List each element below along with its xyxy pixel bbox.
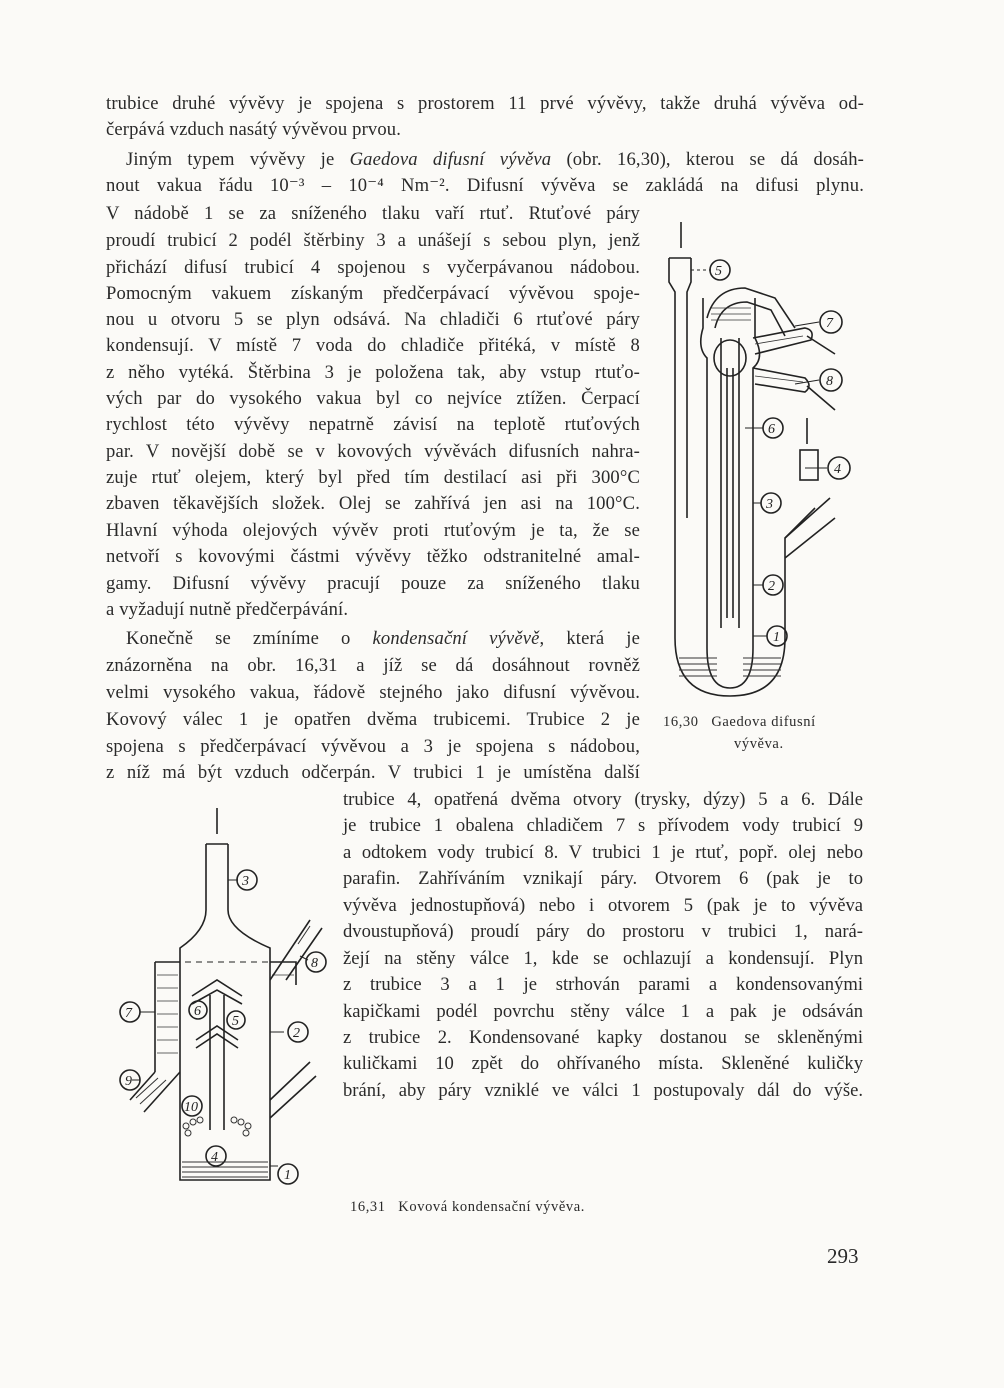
text-line: vých par do vysokého vakua byl co nejvíce ztížen. Čerpací xyxy=(106,388,640,409)
text-line: je trubice 1 obalena chladičem 7 s přívodem vody trubicí 9 xyxy=(343,815,863,836)
text-line: parafin. Zahříváním vznikají páry. Otvorem 6 (pak je to xyxy=(343,868,863,889)
text-line: gamy. Difusní vývěvy pracují pouze za sníženého tlaku xyxy=(106,573,640,594)
text-line: Jiným typem vývěvy je Gaedova difusní vývěva (obr. 16,30), kterou se dá dosáh- xyxy=(126,149,865,170)
text-line: dvoustupňová) proudí páry do prostoru v trubici 1, nará- xyxy=(343,921,863,942)
label-4: 4 xyxy=(211,1150,218,1165)
figure-caption: 16,30 Gaedova difusní xyxy=(663,714,816,730)
label-5: 5 xyxy=(715,264,722,279)
label-7: 7 xyxy=(125,1006,132,1021)
text-line: z trubice 2. Kondensované kapky dostanou se skleněnými xyxy=(343,1027,863,1048)
label-8: 8 xyxy=(311,956,318,971)
label-2: 2 xyxy=(293,1026,300,1041)
text-line: velmi vysokého vakua, řádově stejného jako difusní vývěvou. xyxy=(106,682,640,703)
term-kondensacni: kondensační vývěvě xyxy=(372,628,540,649)
label-1: 1 xyxy=(773,630,780,645)
text-line: a odtokem vody trubicí 8. V trubici 1 je rtuť, popř. olej nebo xyxy=(343,842,863,863)
figure-caption-line2: vývěva. xyxy=(734,736,784,752)
text-line: Pomocným vakuem získaným předčerpávací vývěvou spoje- xyxy=(106,283,640,304)
label-3: 3 xyxy=(242,874,249,889)
text-line: přichází difusí trubicí 4 spojenou s vyčerpávanou nádobou. xyxy=(106,257,640,278)
text-line: znázorněna na obr. 16,31 a jíž se dá dosáhnout rovněž xyxy=(106,655,640,676)
term-gaede: Gaedova difusní vývěva xyxy=(349,149,552,170)
label-2: 2 xyxy=(768,579,775,594)
text-line: vývěva jednostupňová) nebo i otvorem 5 (pak je to vývěva xyxy=(343,895,863,916)
label-3: 3 xyxy=(766,497,773,512)
label-8: 8 xyxy=(826,374,833,389)
text-line: čerpává vzduch nasátý vývěvou prvou. xyxy=(106,119,402,140)
text-line: Kovový válec 1 je opatřen dvěma trubicemi. Trubice 2 je xyxy=(106,709,640,730)
text-line: par. V novější době se v kovových vývěvách difusních nahra- xyxy=(106,441,640,462)
condensation-pump-diagram xyxy=(110,800,335,1205)
text-line: trubice 4, opatřená dvěma otvory (trysky, dýzy) 5 a 6. Dále xyxy=(343,789,863,810)
text-line: nout vakua řádu 10⁻³ – 10⁻⁴ Nm⁻². Difusní vývěva se zakládá na difusi plynu. xyxy=(106,175,864,196)
label-6: 6 xyxy=(194,1004,201,1019)
figure-caption: 16,31 Kovová kondensační vývěva. xyxy=(350,1199,586,1215)
text-line: žejí na stěny válce 1, kde se ochlazují a kondensují. Plyn xyxy=(343,948,863,969)
text-line: kondensují. V místě 7 voda do chladiče přitéká, v místě 8 xyxy=(106,335,640,356)
label-7: 7 xyxy=(826,316,833,331)
text-line: netvoří s kovovými částmi vývěvy těžko odstranitelné amal- xyxy=(106,546,640,567)
text-line: trubice druhé vývěvy je spojena s prostorem 11 prvé vývěvy, takže druhá vývěva od- xyxy=(106,93,864,114)
text-line: nou u otvoru 5 se plyn odsává. Na chladiči 6 rtuťové páry xyxy=(106,309,640,330)
text-line: V nádobě 1 se za sníženého tlaku vaří rtuť. Rtuťové páry xyxy=(106,203,640,224)
text-line: rychlost této vývěvy nepatrně závisí na teplotě rtuťových xyxy=(106,414,640,435)
text-line: Hlavní výhoda olejových vývěv proti rtuťovým je ta, že se xyxy=(106,520,640,541)
text-line: kuličkami 10 zpět do ohřívaného místa. Skleněné kuličky xyxy=(343,1053,863,1074)
text-line: spojena s předčerpávací vývěvou a 3 je spojena s nádobou, xyxy=(106,736,640,757)
text-line: proudí trubicí 2 podél štěrbiny 3 a unášejí s sebou plyn, jenž xyxy=(106,230,640,251)
text-line: zuje rtuť olejem, který byl před tím destilací asi při 300°C xyxy=(106,467,640,488)
text-line: z něho vytéká. Štěrbina 3 je položena tak, aby vstup rtuťo- xyxy=(106,362,640,383)
text-line: brání, aby páry vzniklé ve válci 1 postupovaly dál do výše. xyxy=(343,1080,863,1101)
text-line: kapičkami podél povrchu stěny válce 1 a pak je odsáván xyxy=(343,1001,863,1022)
text-line: z níž má být vzduch odčerpán. V trubici 1 je umístěna další xyxy=(106,762,640,783)
text-line: Konečně se zmíníme o kondensační vývěvě, která je xyxy=(126,628,640,649)
label-5: 5 xyxy=(232,1014,239,1029)
label-1: 1 xyxy=(284,1168,291,1183)
label-4: 4 xyxy=(834,462,841,477)
text-line: a vyžadují nutně předčerpávání. xyxy=(106,599,349,620)
label-10: 10 xyxy=(184,1100,198,1115)
text-line: zbaven těkavějších složek. Olej se zahřívá jen asi na 100°C. xyxy=(106,493,640,514)
label-9: 9 xyxy=(125,1074,132,1089)
text-line: z trubice 3 a 1 je strhován parami a kondensovanými xyxy=(343,974,863,995)
gaede-pump-diagram xyxy=(655,218,870,698)
label-6: 6 xyxy=(768,422,775,437)
page-number: 293 xyxy=(827,1244,859,1268)
